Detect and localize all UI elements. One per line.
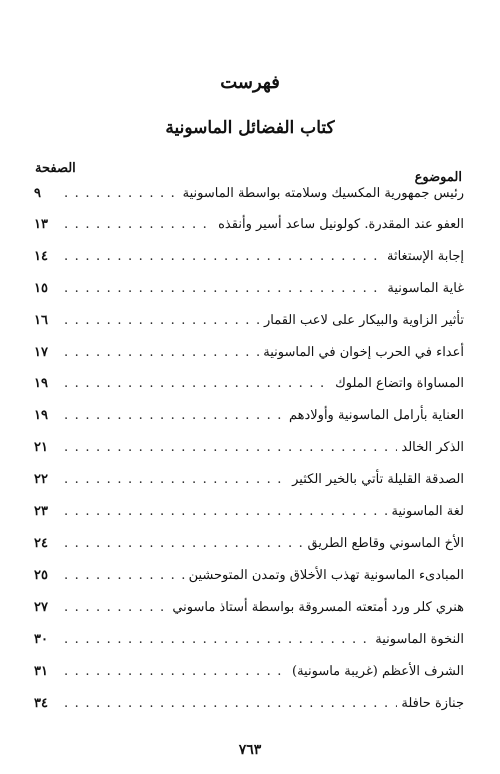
toc-entry-page: ٣٠ [34,632,48,647]
toc-entry-page: ١٧ [34,345,48,360]
toc-entry-title: العفو عند المقدرة. كولونيل ساعد أسير وأنقذه [218,217,464,232]
toc-entry-title: العناية بأرامل الماسونية وأولادهم [288,408,464,423]
toc-entry [34,281,464,303]
toc-entry [34,249,464,271]
toc-entry [34,217,464,239]
toc-entry-page: ٣١ [34,664,48,679]
toc-entry [34,600,464,622]
toc-entry-title: الأخ الماسوني وقاطع الطريق [307,536,464,551]
dot-leader [64,536,303,551]
dot-leader [64,568,185,583]
toc-entry-title: جنازة حافلة [401,696,464,711]
toc-entry-title: النخوة الماسونية [375,632,464,647]
toc-entry [34,632,464,654]
toc-entry-title: إجابة الإستغاثة [387,249,464,264]
toc-entry [34,345,464,367]
toc-entry-title: رئيس جمهورية المكسيك وسلامته بواسطة الماسونية [182,186,464,201]
toc-entry-page: ٢٤ [34,536,48,551]
dot-leader [64,664,288,679]
dot-leader [64,217,214,232]
toc-entry-page: ١٥ [34,281,48,296]
toc-entry [34,664,464,686]
toc-entry [34,472,464,494]
dot-leader [64,696,397,711]
toc-entry [34,408,464,430]
toc-entry [34,568,464,590]
index-title: فهرست [220,72,280,93]
toc-entry-page: ٩ [34,186,41,201]
toc-entry-page: ١٣ [34,217,48,232]
toc-entry-page: ٢٢ [34,472,48,487]
book-title: كتاب الفضائل الماسونية [165,118,335,138]
toc-entry-page: ١٩ [34,408,48,423]
toc-entry [34,696,464,718]
dot-leader [64,504,387,519]
toc-entry-page: ٢٥ [34,568,48,583]
dot-leader [64,632,371,647]
dot-leader [64,376,331,391]
toc-entry-page: ٢٣ [34,504,48,519]
toc-entry [34,186,464,208]
dot-leader [64,600,168,615]
toc-entry-page: ٢١ [34,440,48,455]
toc-entry-page: ٢٧ [34,600,48,615]
topic-column-label: الموضوع [414,170,462,185]
toc-entry [34,440,464,462]
dot-leader [64,281,383,296]
dot-leader [64,345,259,360]
toc-entry-title: غاية الماسونية [387,281,464,296]
dot-leader [64,249,383,264]
dot-leader [64,186,179,201]
dot-leader [64,313,260,328]
toc-entry-page: ١٩ [34,376,48,391]
page-number: ٧٦٣ [238,742,262,758]
toc-entry-page: ١٤ [34,249,48,264]
dot-leader [64,408,285,423]
toc-entry-title: المبادىء الماسونية تهذب الأخلاق وتمدن المتوحشين [188,568,464,583]
toc-entry-title: لغة الماسونية [391,504,464,519]
toc-entry-title: هنري كلر ورد أمتعته المسروقة بواسطة أستاذ ماسوني [172,600,464,615]
toc-entry-page: ١٦ [34,313,48,328]
toc-entry-title: المساواة واتضاع الملوك [335,376,464,391]
page-column-label: الصفحة [35,161,76,176]
toc-entry-page: ٣٤ [34,696,48,711]
toc-entry [34,536,464,558]
toc-entry [34,504,464,526]
toc-entry-title: تأثير الزاوية والبيكار على لاعب القمار [263,313,464,328]
toc-entry-title: أعداء في الحرب إخوان في الماسونية [263,345,464,360]
toc-entry [34,376,464,398]
dot-leader [64,440,397,455]
toc-entry-title: الصدقة القليلة تأتي بالخير الكثير [292,472,464,487]
toc-entry [34,313,464,335]
dot-leader [64,472,288,487]
toc-entry-title: الذكر الخالد [401,440,464,455]
toc-entry-title: الشرف الأعظم (غريبة ماسونية) [292,664,464,679]
